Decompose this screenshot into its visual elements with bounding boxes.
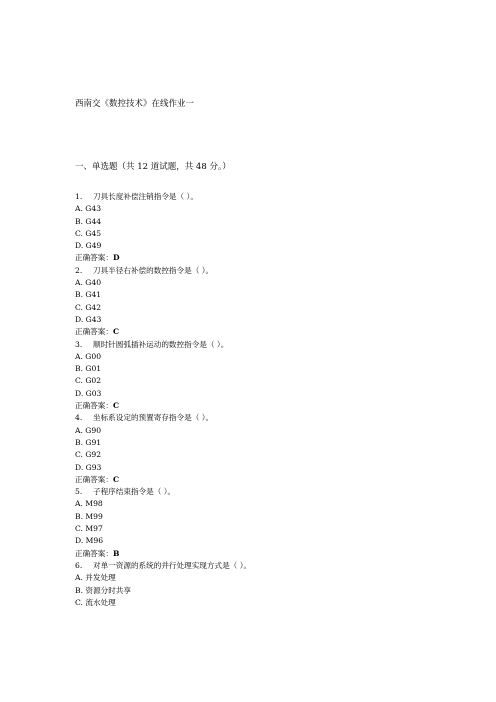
question-text	[75, 339, 475, 351]
correct-answer-label: 正确答案：	[75, 548, 113, 558]
answer-option: C. G92	[75, 450, 102, 460]
answer-option: B. G41	[75, 290, 102, 300]
correct-answer-value: B	[112, 548, 120, 558]
question-stem: 顺时针圆弧插补运动的数控指令是（ ）。	[93, 339, 229, 349]
question-text	[75, 265, 475, 277]
correct-answer	[75, 474, 475, 486]
answer-option: A. G90	[75, 425, 102, 435]
answer-option: B. M99	[75, 511, 103, 521]
section-heading: 一、单选题（共 12 道试题，共 48 分。）	[75, 162, 231, 172]
answer-option: A. 并发处理	[75, 573, 116, 583]
answer-option: B. G01	[75, 364, 102, 374]
question-number: 2.	[75, 265, 83, 275]
question-text	[75, 412, 475, 424]
answer-option: B. 资源分时共享	[75, 585, 131, 595]
question-stem: 刀具长度补偿注销指令是（ ）。	[93, 192, 198, 201]
question-stem: 对单一资源的系统的并行处理实现方式是（ ）。	[93, 560, 252, 570]
answer-option: B. G91	[75, 437, 102, 447]
question-text	[75, 191, 475, 203]
answer-option: D. G93	[75, 462, 102, 472]
document-title: 西南交《数控技术》在线作业一	[75, 99, 195, 109]
answer-option: C. G02	[75, 376, 102, 386]
answer-option: D. G03	[75, 388, 102, 398]
question-stem: 坐标系设定的预置寄存指令是（ ）。	[93, 413, 214, 423]
answer-option: A. G43	[75, 204, 102, 214]
answer-option: B. G44	[75, 216, 102, 226]
correct-answer-label: 正确答案：	[75, 401, 113, 411]
question-number: 4.	[75, 413, 83, 423]
question-number: 1.	[75, 192, 83, 201]
answer-option: A. G00	[75, 351, 102, 361]
question-list	[75, 191, 475, 609]
correct-answer-label: 正确答案：	[75, 327, 113, 337]
question-stem: 子程序结束指令是（ ）。	[93, 487, 176, 497]
answer-option: A. M98	[75, 499, 103, 509]
correct-answer-value: C	[112, 401, 120, 411]
question-text	[75, 560, 475, 572]
answer-option: C. G45	[75, 228, 102, 238]
answer-option: C. 流水处理	[75, 597, 116, 607]
answer-option: D. M96	[75, 536, 104, 546]
correct-answer-value: C	[112, 474, 120, 484]
answer-option: D. G49	[75, 241, 102, 251]
question-number: 3.	[75, 339, 83, 349]
correct-answer-value: D	[112, 253, 120, 263]
answer-option: A. G40	[75, 278, 102, 288]
correct-answer-label: 正确答案：	[75, 253, 113, 263]
correct-answer	[75, 548, 475, 560]
question-number: 5.	[75, 487, 83, 497]
answer-option: C. M97	[75, 524, 103, 534]
question-text	[75, 486, 475, 498]
answer-option: D. G43	[75, 314, 102, 324]
correct-answer	[75, 252, 475, 264]
correct-answer-label: 正确答案：	[75, 474, 113, 484]
question-stem: 刀具半径右补偿的数控指令是（ ）。	[93, 265, 214, 275]
correct-answer-value: C	[112, 327, 120, 337]
question-number: 6.	[75, 560, 83, 570]
answer-option: C. G42	[75, 302, 102, 312]
correct-answer	[75, 400, 475, 412]
correct-answer	[75, 326, 475, 338]
